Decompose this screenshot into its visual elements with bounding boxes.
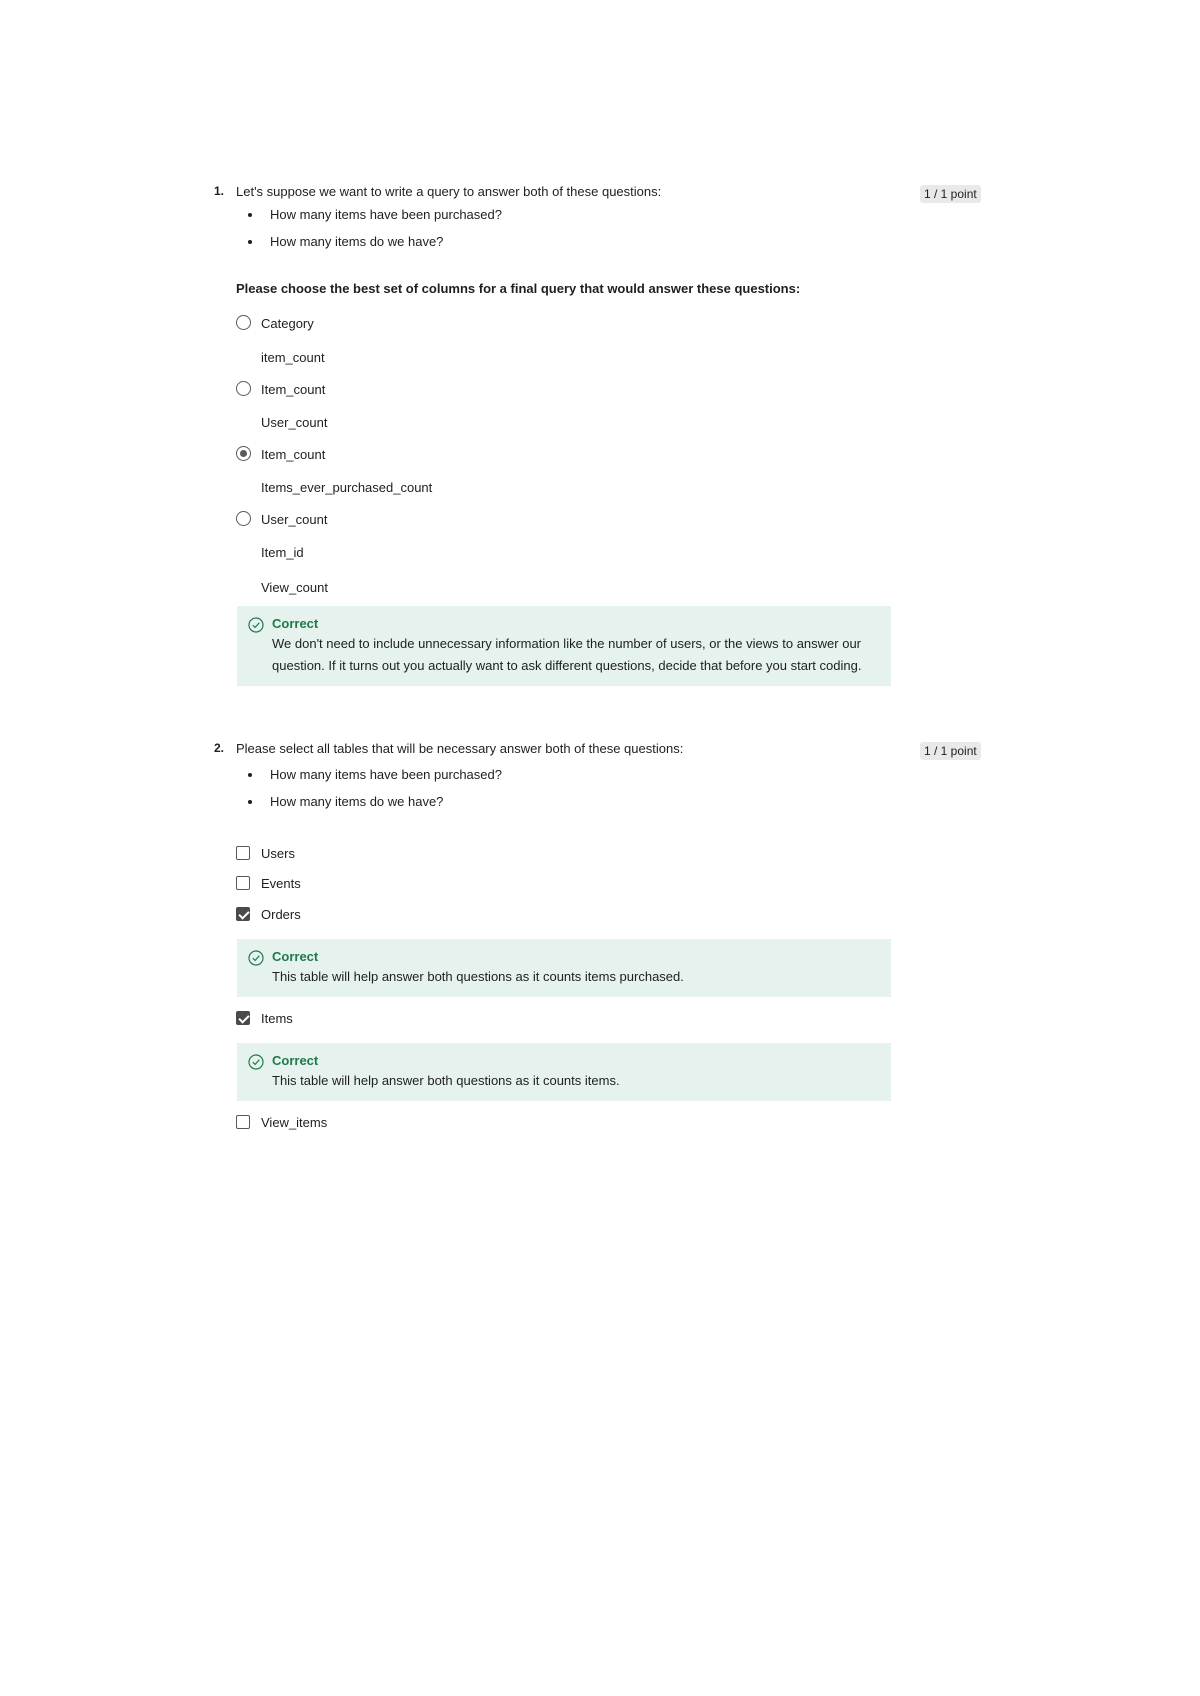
- radio-button[interactable]: [236, 381, 251, 396]
- points-badge: 1 / 1 point: [920, 185, 981, 203]
- bullet-item: How many items do we have?: [236, 228, 502, 255]
- radio-button[interactable]: [236, 315, 251, 330]
- option-subline: User_count: [261, 415, 328, 430]
- option-label: Orders: [261, 907, 301, 922]
- check-circle-icon: [248, 617, 264, 633]
- check-circle-icon: [248, 1054, 264, 1070]
- option-label: Events: [261, 876, 301, 891]
- question-text: Please select all tables that will be necessary answer both of these questions:: [236, 741, 684, 756]
- question-bullets: [236, 201, 502, 255]
- checkbox-checked[interactable]: [236, 907, 250, 921]
- question-number: 2.: [214, 741, 225, 755]
- checkbox-checked[interactable]: [236, 1011, 250, 1025]
- radio-button-selected[interactable]: [236, 446, 251, 461]
- bullet-item: How many items have been purchased?: [236, 201, 502, 228]
- feedback-correct: [237, 1043, 891, 1101]
- feedback-text: This table will help answer both questions as it counts items.: [272, 1073, 620, 1088]
- option-label: Category: [261, 316, 314, 331]
- option-label: User_count: [261, 512, 328, 527]
- option-label: Users: [261, 846, 295, 861]
- check-circle-icon: [248, 950, 264, 966]
- option-label: Items: [261, 1011, 293, 1026]
- option-subline: View_count: [261, 580, 328, 595]
- option-subline: Item_id: [261, 545, 304, 560]
- radio-button[interactable]: [236, 511, 251, 526]
- feedback-title: Correct: [272, 949, 319, 964]
- feedback-text: We don't need to include unnecessary information like the number of users, or the views to answer our: [272, 636, 861, 651]
- bullet-item: How many items do we have?: [236, 788, 502, 815]
- question-number: 1.: [214, 184, 225, 198]
- option-label: View_items: [261, 1115, 328, 1130]
- feedback-correct: [237, 939, 891, 997]
- option-label: Item_count: [261, 382, 326, 397]
- checkbox[interactable]: [236, 1115, 250, 1129]
- question-bullets: [236, 761, 502, 815]
- checkbox[interactable]: [236, 876, 250, 890]
- question-text: Let's suppose we want to write a query to answer both of these questions:: [236, 184, 662, 199]
- bullet-item: How many items have been purchased?: [236, 761, 502, 788]
- points-badge: 1 / 1 point: [920, 742, 981, 760]
- feedback-correct: [237, 606, 891, 686]
- feedback-text: question. If it turns out you actually want to ask different questions, decide that before you start coding.: [272, 658, 862, 673]
- feedback-title: Correct: [272, 616, 319, 631]
- feedback-text: This table will help answer both questions as it counts items purchased.: [272, 969, 684, 984]
- checkbox[interactable]: [236, 846, 250, 860]
- option-subline: item_count: [261, 350, 325, 365]
- option-subline: Items_ever_purchased_count: [261, 480, 433, 495]
- feedback-title: Correct: [272, 1053, 319, 1068]
- option-label: Item_count: [261, 447, 326, 462]
- question-instruction: Please choose the best set of columns for a final query that would answer these questions:: [236, 281, 801, 296]
